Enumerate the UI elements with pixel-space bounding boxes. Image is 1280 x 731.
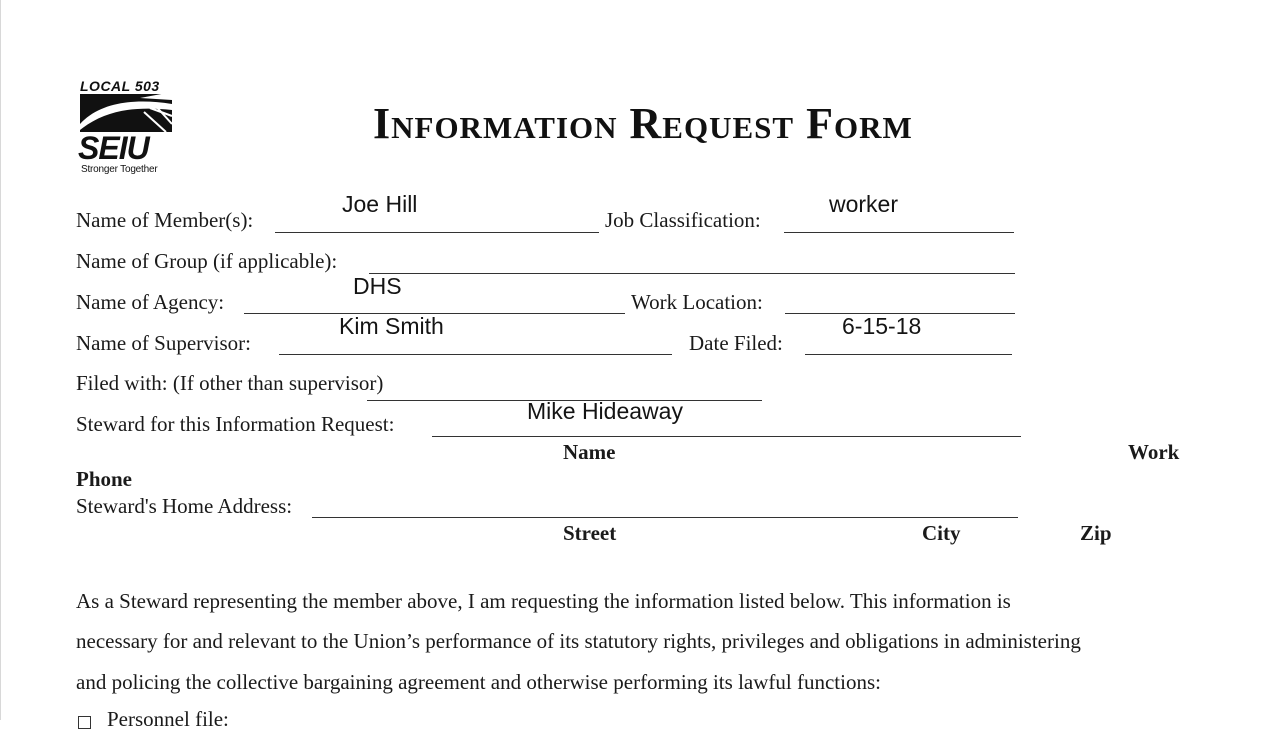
date-label: Date Filed: xyxy=(689,331,783,355)
personnel-file-label: Personnel file: xyxy=(107,707,229,731)
seiu-logo xyxy=(78,78,178,178)
logo-swoosh-icon xyxy=(80,94,176,134)
address-line[interactable] xyxy=(312,517,1018,518)
date-value[interactable]: 6-15-18 xyxy=(842,313,922,339)
steward-work-caption: Work xyxy=(1128,440,1180,464)
supervisor-label: Name of Supervisor: xyxy=(76,331,251,355)
steward-name-caption: Name xyxy=(563,440,616,464)
classification-value[interactable]: worker xyxy=(829,191,899,217)
supervisor-value[interactable]: Kim Smith xyxy=(339,313,444,339)
page-edge xyxy=(0,0,1,720)
request-paragraph-line-1: As a Steward representing the member above, I am requesting the information listed below. This information is xyxy=(76,589,1011,613)
steward-line xyxy=(432,436,1021,437)
steward-label: Steward for this Information Request: xyxy=(76,412,395,436)
member-label: Name of Member(s): xyxy=(76,208,254,232)
request-paragraph-line-2: necessary for and relevant to the Union’s performance of its statutory rights, privileges and obligations in administering xyxy=(76,629,1081,653)
group-label: Name of Group (if applicable): xyxy=(76,249,338,273)
classification-line xyxy=(784,232,1014,233)
location-label: Work Location: xyxy=(631,290,763,314)
group-line[interactable] xyxy=(369,273,1015,274)
member-value[interactable]: Joe Hill xyxy=(342,191,418,217)
agency-label: Name of Agency: xyxy=(76,290,225,314)
logo-seiu-text: SEIU xyxy=(78,130,149,166)
address-label: Steward's Home Address: xyxy=(76,494,293,518)
member-line xyxy=(275,232,599,233)
steward-phone-caption: Phone xyxy=(76,467,133,491)
personnel-file-checkbox[interactable] xyxy=(78,716,91,729)
supervisor-line xyxy=(279,354,672,355)
steward-value[interactable]: Mike Hideaway xyxy=(527,398,683,424)
city-caption: City xyxy=(922,521,961,545)
date-line xyxy=(805,354,1012,355)
request-paragraph-line-3: and policing the collective bargaining agreement and otherwise performing its lawful functions: xyxy=(76,670,881,694)
logo-tagline: Stronger Together xyxy=(81,164,158,175)
street-caption: Street xyxy=(563,521,617,545)
page-title: Information Request Form xyxy=(373,99,913,148)
logo-local-text: LOCAL 503 xyxy=(80,78,160,94)
zip-caption: Zip xyxy=(1080,521,1112,545)
agency-value[interactable]: DHS xyxy=(353,273,402,299)
classification-label: Job Classification: xyxy=(605,208,761,232)
filed-with-label: Filed with: (If other than supervisor) xyxy=(76,371,384,395)
